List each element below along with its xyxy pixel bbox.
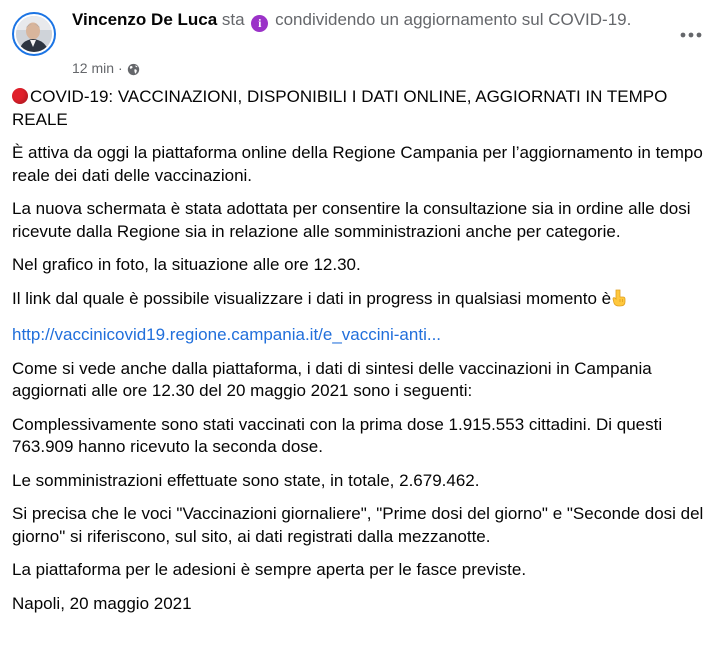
header-verb: sta xyxy=(221,10,245,29)
activity-text: condividendo un aggiornamento sul COVID-19. xyxy=(275,10,632,29)
post-body xyxy=(12,86,707,626)
red-circle-icon xyxy=(12,88,28,104)
avatar[interactable] xyxy=(12,12,56,56)
globe-icon[interactable] xyxy=(127,62,140,75)
paragraph-link xyxy=(12,324,707,347)
post-meta xyxy=(72,59,140,77)
more-options-icon xyxy=(680,32,702,38)
paragraph-6: Complessivamente sono stati vaccinati con la prima dose 1.915.553 cittadini. Di questi 763.909 hanno ricevuto la seconda dose. xyxy=(12,414,663,456)
more-options-button[interactable] xyxy=(676,20,706,50)
paragraph-5: Come si vede anche dalla piattaforma, i dati di sintesi delle vaccinazioni in Campania aggiornati alle ore 12.30 del 20 maggio 2021 sono i seguenti: xyxy=(12,358,652,400)
post-timestamp[interactable]: 12 min xyxy=(72,60,115,76)
paragraph-9: La piattaforma per le adesioni è sempre aperta per le fasce previste. xyxy=(12,560,527,579)
author-name[interactable]: Vincenzo De Luca xyxy=(72,10,218,29)
paragraph-4-text: Il link dal quale è possibile visualizzare i dati in progress in qualsiasi momento è xyxy=(12,288,612,308)
post-title xyxy=(12,86,707,131)
post-title-text: COVID-19: VACCINAZIONI, DISPONIBILI I DATI ONLINE, AGGIORNATI IN TEMPO REALE xyxy=(12,87,668,129)
post-header xyxy=(12,6,702,76)
paragraph-1: È attiva da oggi la piattaforma online della Regione Campania per l’aggiornamento in tempo reale dei dati delle vaccinazioni. xyxy=(12,143,703,185)
paragraph-4 xyxy=(12,288,707,314)
paragraph-8: Si precisa che le voci "Vaccinazioni giornaliere", "Prime dosi del giorno" e "Seconde dosi del giorno" si riferiscono, sul sito, ai dati registrati dalla mezzanotte. xyxy=(12,504,704,546)
profile-photo-image xyxy=(16,16,52,52)
pointing-down-icon xyxy=(611,289,628,314)
paragraph-3: Nel grafico in foto, la situazione alle ore 12.30. xyxy=(12,255,361,274)
paragraph-10: Napoli, 20 maggio 2021 xyxy=(12,593,192,613)
meta-separator: · xyxy=(118,60,123,76)
post-header-text xyxy=(72,8,662,32)
profile-photo xyxy=(16,16,52,52)
paragraph-7: Le somministrazioni effettuate sono state, in totale, 2.679.462. xyxy=(12,470,480,490)
info-icon: i xyxy=(251,15,268,32)
paragraph-2: La nuova schermata è stata adottata per consentire la consultazione sia in ordine alle dosi ricevute dalla Regione sia in relazione alle somministrazioni anche per categorie. xyxy=(12,199,691,241)
vaccine-data-link[interactable]: http://vaccinicovid19.regione.campania.it/e_vaccini-anti... xyxy=(12,325,442,344)
